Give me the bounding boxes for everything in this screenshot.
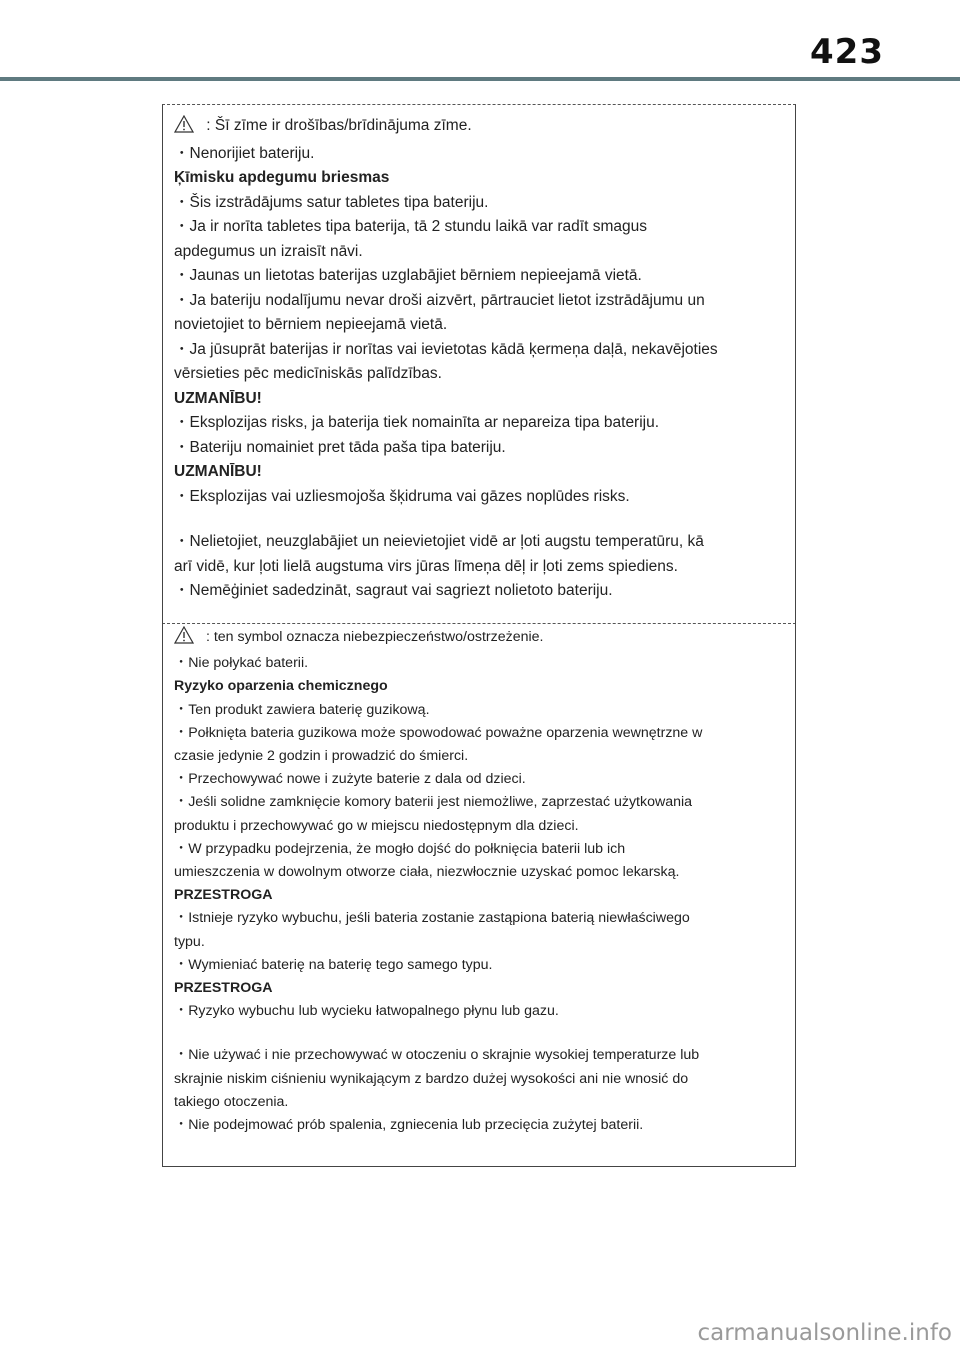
text-line: ・Przechowywać nowe i zużyte baterie z dala od dzieci.: [174, 771, 526, 788]
warning-triangle-icon: [174, 115, 194, 142]
watermark-text: carmanualsonline.info: [697, 1320, 952, 1346]
paragraph-gap: [174, 509, 784, 530]
section-heading: UZMANĪBU!: [174, 463, 262, 480]
polish-warning-line: [174, 626, 784, 652]
text-line: ・Eksplozijas risks, ja baterija tiek nomainīta ar nepareiza tipa bateriju.: [174, 414, 660, 431]
text-line: ・Nemēģiniet sadedzināt, sagraut vai sagriezt nolietoto bateriju.: [174, 582, 613, 599]
text-line: ・Šis izstrādājums satur tabletes tipa bateriju.: [174, 193, 489, 211]
text-line: ・Ja bateriju nodalījumu nevar droši aizvērt, pārtrauciet lietot izstrādājumu un: [174, 291, 705, 309]
text-line: ・Nie używać i nie przechowywać w otoczeniu o skrajnie wysokiej temperaturze lub: [174, 1047, 700, 1064]
latvian-warning-text: : Šī zīme ir drošības/brīdinājuma zīme.: [202, 117, 472, 134]
text-line: typu.: [174, 933, 205, 950]
text-line: ・Ja jūsuprāt baterijas ir norītas vai ievietotas kādā ķermeņa daļā, nekavējoties: [174, 340, 718, 358]
section-heading: PRZESTROGA: [174, 887, 273, 904]
text-line: ・Bateriju nomainiet pret tāda paša tipa bateriju.: [174, 438, 506, 456]
warning-triangle-icon: [174, 626, 194, 652]
text-line: ・Jaunas un lietotas baterijas uzglabājiet bērniem nepieejamā vietā.: [174, 267, 642, 284]
section-heading: Ryzyko oparzenia chemicznego: [174, 678, 388, 695]
text-line: ・Nenorijiet bateriju.: [174, 144, 315, 162]
text-line: ・Połknięta bateria guzikowa może spowodować poważne oparzenia wewnętrzne w: [174, 724, 703, 741]
latvian-lines: [174, 142, 784, 604]
section-heading: Ķīmisku apdegumu briesmas: [174, 169, 390, 186]
section-heading: PRZESTROGA: [174, 980, 273, 997]
text-line: ・Ten produkt zawiera baterię guzikową.: [174, 701, 430, 718]
text-line: apdegumus un izraisīt nāvi.: [174, 242, 363, 260]
text-line: takiego otoczenia.: [174, 1093, 289, 1110]
latvian-warning-line: [174, 114, 784, 142]
latvian-section: [174, 114, 784, 604]
header-rule: [0, 77, 960, 81]
page-number: 423: [810, 32, 884, 72]
text-line: czasie jedynie 2 godzin i prowadzić do śmierci.: [174, 748, 469, 765]
text-line: novietojiet to bērniem nepieejamā vietā.: [174, 316, 448, 333]
text-line: vērsieties pēc medicīniskās palīdzības.: [174, 365, 442, 382]
text-line: ・Ja ir norīta tabletes tipa baterija, tā 2 stundu laikā var radīt smagus: [174, 218, 647, 235]
text-line: skrajnie niskim ciśnieniu wynikającym z bardzo dużej wysokości ani nie wnosić do: [174, 1070, 689, 1087]
paragraph-gap: [174, 1023, 784, 1044]
text-line: ・Nie podejmować prób spalenia, zgniecenia lub przecięcia zużytej baterii.: [174, 1117, 644, 1134]
text-line: umieszczenia w dowolnym otworze ciała, niezwłocznie uzyskać pomoc lekarską.: [174, 864, 680, 881]
text-line: ・Ryzyko wybuchu lub wycieku łatwopalnego płynu lub gazu.: [174, 1003, 559, 1020]
text-line: arī vidē, kur ļoti lielā augstuma virs jūras līmeņa dēļ ir ļoti zems spiediens.: [174, 557, 678, 575]
text-line: ・Nelietojiet, neuzglabājiet un neievietojiet vidē ar ļoti augstu temperatūru, kā: [174, 533, 704, 550]
polish-lines: [174, 652, 784, 1137]
section-heading: UZMANĪBU!: [174, 389, 262, 407]
text-line: ・Eksplozijas vai uzliesmojoša šķidruma vai gāzes noplūdes risks.: [174, 487, 630, 505]
text-line: ・Nie połykać baterii.: [174, 655, 309, 672]
text-line: produktu i przechowywać go w miejscu niedostępnym dla dzieci.: [174, 817, 579, 834]
polish-warning-text: : ten symbol oznacza niebezpieczeństwo/ostrzeżenie.: [202, 629, 544, 645]
text-line: ・Wymieniać baterię na baterię tego samego typu.: [174, 956, 493, 973]
text-line: ・Jeśli solidne zamknięcie komory baterii jest niemożliwe, zaprzestać użytkowania: [174, 794, 693, 811]
polish-section: [174, 626, 784, 1137]
text-line: ・Istnieje ryzyko wybuchu, jeśli bateria zostanie zastąpiona baterią niewłaściwego: [174, 910, 690, 927]
text-line: ・W przypadku podejrzenia, że mogło dojść do połknięcia baterii lub ich: [174, 840, 626, 857]
